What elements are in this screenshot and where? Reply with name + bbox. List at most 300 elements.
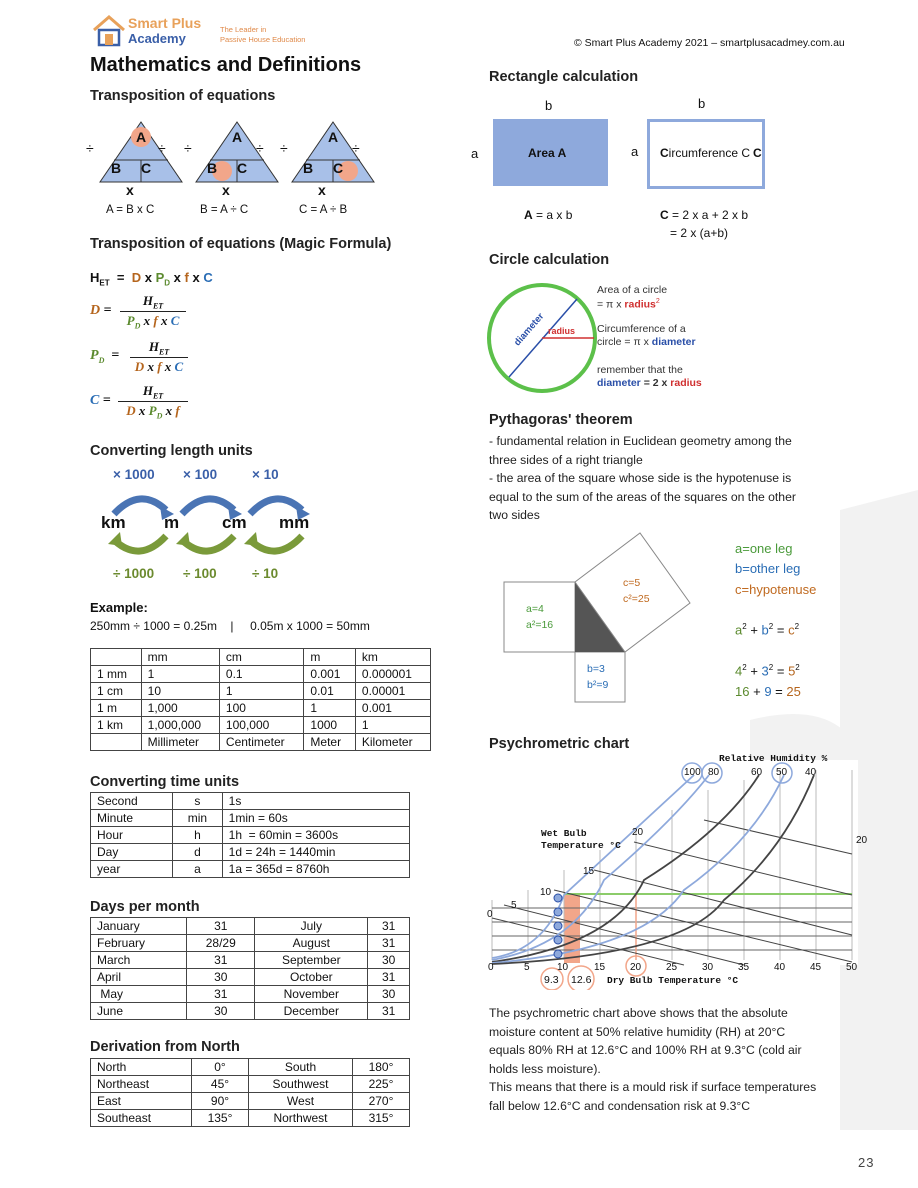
circumference-label xyxy=(660,146,762,160)
pyth-heading: Pythagoras' theorem xyxy=(489,412,633,428)
rem-diameter: diameter xyxy=(597,377,641,389)
tri1-caption: A = B x C xyxy=(106,204,155,216)
frac3-h: H xyxy=(142,383,153,398)
table-cell: 0.000001 xyxy=(355,666,430,683)
table-cell: 30 xyxy=(368,986,410,1003)
wb-0: 0 xyxy=(487,909,493,920)
circle-diagram xyxy=(484,280,602,398)
table-cell: 135° xyxy=(192,1110,249,1127)
table-cell: 1 xyxy=(219,683,303,700)
table-cell: m xyxy=(304,649,355,666)
frac2-et: ET xyxy=(158,347,170,357)
circ-formula-c: C xyxy=(660,208,669,222)
table-cell: 31 xyxy=(368,1003,410,1020)
pyth-line1: - fundamental relation in Euclidean geometry among the xyxy=(489,434,792,448)
table-cell: 1 xyxy=(141,666,219,683)
f-a: a xyxy=(735,622,743,638)
circle-remember-text xyxy=(597,364,702,390)
magic-heading: Transposition of equations (Magic Formula) xyxy=(90,236,392,252)
rect1-a: a xyxy=(471,146,479,161)
sym-p: P xyxy=(155,270,165,285)
table-cell: West xyxy=(248,1093,352,1110)
table-cell: s xyxy=(173,793,222,810)
triangle-group xyxy=(84,118,374,216)
table-cell: h xyxy=(173,827,222,844)
circ-text: ircumference C xyxy=(668,146,751,160)
table-cell: 225° xyxy=(353,1076,410,1093)
tri1-left: B xyxy=(111,160,122,176)
page-number: 23 xyxy=(858,1155,875,1170)
table-cell: 100 xyxy=(219,700,303,717)
n-plus: + xyxy=(750,663,758,679)
lhs-eq: = xyxy=(103,303,112,318)
unit-m: m xyxy=(164,513,180,532)
area-radius: radius xyxy=(624,298,656,311)
table-cell: 28/29 xyxy=(187,935,255,952)
table-row xyxy=(91,810,410,827)
frac3-f: f xyxy=(175,402,180,418)
logo xyxy=(92,14,322,48)
wb-5: 5 xyxy=(511,900,517,911)
frac-pd: D xyxy=(134,321,141,331)
tri1-right: C xyxy=(141,160,152,176)
x-5: 5 xyxy=(524,962,530,973)
rh-100: 100 xyxy=(684,767,701,778)
frac2-c: C xyxy=(174,358,184,374)
circle-heading: Circle calculation xyxy=(489,252,610,268)
table-row xyxy=(91,861,410,878)
circ-formula-eq: = 2 x a + 2 x b xyxy=(668,208,749,222)
lhs-c: C xyxy=(90,393,100,408)
n-16: 16 xyxy=(735,684,750,699)
rem-eq: = 2 x xyxy=(640,377,671,389)
area-formula xyxy=(524,208,572,222)
north-table xyxy=(90,1058,410,1127)
table-cell: Northwest xyxy=(248,1110,352,1127)
circ-line1: Circumference of a xyxy=(597,323,686,335)
mult-100: × 100 xyxy=(183,467,218,482)
unit-mm: mm xyxy=(279,513,310,532)
frac2-d: D xyxy=(134,358,145,374)
n-eq: = xyxy=(776,663,785,679)
table-cell: Day xyxy=(91,844,173,861)
table-cell: 1h = 60min = 3600s xyxy=(222,827,409,844)
logo-tagline-2: Passive House Education xyxy=(220,35,306,44)
frac3-x2: x xyxy=(165,402,173,418)
table-cell: 10 xyxy=(141,683,219,700)
table-cell: 1 mm xyxy=(91,666,142,683)
x-50: 50 xyxy=(846,962,858,973)
circ-c: C xyxy=(660,146,669,160)
pyth-sum xyxy=(735,684,801,699)
div-10: ÷ 10 xyxy=(252,566,279,581)
frac-x2: x xyxy=(160,312,168,328)
tri2-caption: B = A ÷ C xyxy=(200,204,249,216)
psych-line2: moisture content at 50% relative humidity (RH) at 20°C xyxy=(489,1024,786,1039)
f-c2: 2 xyxy=(794,622,800,631)
area-a: A xyxy=(524,208,533,222)
psych-line3: equals 80% RH at 12.6°C and 100% RH at 9.3°C (cold air xyxy=(489,1043,802,1057)
pyth-line3: - the area of the square whose side is the hypotenuse is xyxy=(489,471,792,485)
rem-line1: remember that the xyxy=(597,364,683,376)
circ-formula xyxy=(660,208,748,222)
table-cell: 1d = 24h = 1440min xyxy=(222,844,409,861)
sym-pd: D xyxy=(164,278,171,288)
tri2-div-left: ÷ xyxy=(184,140,192,156)
example-text: 250mm ÷ 1000 = 0.25m | 0.05m x 1000 = 50mm xyxy=(90,619,370,633)
table-row xyxy=(91,1003,410,1020)
n-52: 2 xyxy=(795,663,800,672)
table-cell: min xyxy=(173,810,222,827)
table-cell: 1min = 60s xyxy=(222,810,409,827)
table-cell: Minute xyxy=(91,810,173,827)
table-cell: Southwest xyxy=(248,1076,352,1093)
label-b9: b²=9 xyxy=(587,679,609,691)
table-cell: 1 xyxy=(355,717,430,734)
table-cell: 30 xyxy=(187,1003,255,1020)
f-b2: 2 xyxy=(768,622,774,631)
label-a16: a²=16 xyxy=(526,619,554,631)
x-35: 35 xyxy=(738,962,750,973)
sym-h: H xyxy=(90,270,100,285)
formula-c-lhs xyxy=(90,393,111,409)
area-sq: 2 xyxy=(655,298,660,305)
table-cell: February xyxy=(91,935,187,952)
table-cell: 45° xyxy=(192,1076,249,1093)
table-cell: July xyxy=(255,918,368,935)
wb-20: 20 xyxy=(632,827,644,838)
mult-1000: × 1000 xyxy=(113,467,155,482)
table-cell: 31 xyxy=(187,986,255,1003)
rect1-b: b xyxy=(545,98,553,113)
table-cell: 1 cm xyxy=(91,683,142,700)
tri2-top: A xyxy=(232,129,243,145)
db-label: Dry Bulb Temperature °C xyxy=(607,975,739,986)
psych-description xyxy=(489,1004,849,1115)
table-row xyxy=(91,918,410,935)
lhs-eq3: = xyxy=(102,393,111,408)
sym-x1: x xyxy=(144,270,152,285)
table-cell: 0.1 xyxy=(219,666,303,683)
table-row xyxy=(91,1110,410,1127)
lhs-p: P xyxy=(90,348,99,363)
table-cell: mm xyxy=(141,649,219,666)
table-row xyxy=(91,844,410,861)
length-table xyxy=(90,648,431,751)
tri2-right: C xyxy=(237,160,248,176)
table-cell: East xyxy=(91,1093,192,1110)
table-cell: cm xyxy=(219,649,303,666)
table-cell: 31 xyxy=(187,952,255,969)
frac-f: f xyxy=(153,312,158,328)
logo-name: Smart Plus xyxy=(128,15,202,31)
n-42: 2 xyxy=(742,663,747,672)
time-table xyxy=(90,792,410,878)
lhs-pd: D xyxy=(98,355,105,365)
area-eq: = a x b xyxy=(532,208,573,222)
table-row xyxy=(91,986,410,1003)
radius-label: radius xyxy=(548,326,576,336)
table-row xyxy=(91,969,410,986)
frac3-et: ET xyxy=(152,391,164,401)
table-cell: 180° xyxy=(353,1059,410,1076)
table-cell: Kilometer xyxy=(355,734,430,751)
tri1-div-left: ÷ xyxy=(86,140,94,156)
x-30: 30 xyxy=(702,962,714,973)
tri3-right: C xyxy=(333,160,344,176)
table-cell: 270° xyxy=(353,1093,410,1110)
pyth-formula xyxy=(735,622,799,637)
n-4: 4 xyxy=(735,663,743,679)
frac3-pd: D xyxy=(156,411,163,421)
diameter-label: diameter xyxy=(512,311,547,349)
table-cell: Northeast xyxy=(91,1076,192,1093)
rh-40: 40 xyxy=(805,767,817,778)
rect-heading: Rectangle calculation xyxy=(489,69,639,85)
sym-eq: = xyxy=(116,270,125,285)
wb-line2: Temperature °C xyxy=(541,840,621,851)
right-20: 20 xyxy=(856,835,868,846)
circle-area-text xyxy=(597,284,667,311)
label-c25: c²=25 xyxy=(623,593,650,605)
sym-d: D xyxy=(131,270,142,285)
table-cell: 100,000 xyxy=(219,717,303,734)
page-title: Mathematics and Definitions xyxy=(90,54,362,76)
circ-line2: circle = π x xyxy=(597,336,652,348)
frac3-p: P xyxy=(148,402,157,418)
formula-p-lhs xyxy=(90,348,119,365)
n-32: 2 xyxy=(768,663,774,672)
f-b: b xyxy=(761,622,769,638)
n-eq2: = xyxy=(775,684,783,699)
table-cell: 31 xyxy=(368,935,410,952)
def-a: a=one leg xyxy=(735,541,793,556)
table-cell: Centimeter xyxy=(219,734,303,751)
x-0: 0 xyxy=(488,962,494,973)
logo-subname: Academy xyxy=(128,31,186,46)
table-cell: North xyxy=(91,1059,192,1076)
area-line1: Area of a circle xyxy=(597,284,668,296)
table-cell xyxy=(91,734,142,751)
lhs-d: D xyxy=(90,303,101,318)
table-cell: 0.001 xyxy=(304,666,355,683)
table-cell: 315° xyxy=(353,1110,410,1127)
table-cell: 0.01 xyxy=(304,683,355,700)
wb-15: 15 xyxy=(583,866,595,877)
table-row xyxy=(91,649,431,666)
frac2-x: x xyxy=(147,358,154,374)
table-row xyxy=(91,935,410,952)
table-row xyxy=(91,666,431,683)
table-cell: Hour xyxy=(91,827,173,844)
frac-c: C xyxy=(170,312,180,328)
circ-formula-2: = 2 x (a+b) xyxy=(670,226,729,240)
frac-p: P xyxy=(126,312,135,328)
rem-radius: radius xyxy=(670,377,702,389)
area-line2: = π x xyxy=(597,298,625,311)
n-9: 9 xyxy=(764,684,772,699)
table-cell: 1a = 365d = 8760h xyxy=(222,861,409,878)
frac2-h: H xyxy=(148,339,159,354)
magic-main-formula xyxy=(90,270,213,288)
sym-c: C xyxy=(203,270,213,285)
days-heading: Days per month xyxy=(90,899,200,915)
frac-et: ET xyxy=(152,301,164,311)
table-cell: June xyxy=(91,1003,187,1020)
table-cell: January xyxy=(91,918,187,935)
table-cell: 1 m xyxy=(91,700,142,717)
table-cell: September xyxy=(255,952,368,969)
table-cell: 1,000,000 xyxy=(141,717,219,734)
tri3-top: A xyxy=(328,129,339,145)
sym-f: f xyxy=(184,270,189,285)
rh-50: 50 xyxy=(776,767,788,778)
copyright: © Smart Plus Academy 2021 – smartplusacadmey.com.au xyxy=(574,37,845,49)
table-cell: Meter xyxy=(304,734,355,751)
tri2-mul: x xyxy=(222,182,230,198)
table-cell: 1,000 xyxy=(141,700,219,717)
table-cell: 0.001 xyxy=(355,700,430,717)
table-cell: May xyxy=(91,986,187,1003)
frac2-f: f xyxy=(157,358,162,374)
table-cell: 1s xyxy=(222,793,409,810)
table-row xyxy=(91,827,410,844)
table-row xyxy=(91,1059,410,1076)
pyth-line4: equal to the sum of the areas of the squares on the other xyxy=(489,489,796,504)
table-cell: South xyxy=(248,1059,352,1076)
f-plus: + xyxy=(750,622,758,638)
table-cell: 0° xyxy=(192,1059,249,1076)
formula-p-fraction xyxy=(130,339,188,375)
tri3-div-left: ÷ xyxy=(280,140,288,156)
circle-circ-text xyxy=(597,323,696,349)
def-b: b=other leg xyxy=(735,561,801,576)
table-cell: December xyxy=(255,1003,368,1020)
pyth-line2: three sides of a right triangle xyxy=(489,452,643,467)
table-cell: d xyxy=(173,844,222,861)
wb-line1: Wet Bulb xyxy=(541,828,587,839)
rh-label: Relative Humidity % xyxy=(719,753,828,764)
psych-line6: fall below 12.6°C and condensation risk at 9.3°C xyxy=(489,1098,751,1113)
house-logo-icon xyxy=(92,14,126,48)
length-heading: Converting length units xyxy=(90,443,253,459)
tri3-div-right: ÷ xyxy=(352,140,360,156)
psych-line1: The psychrometric chart above shows that the absolute xyxy=(489,1006,788,1020)
formula-c-fraction xyxy=(118,383,188,420)
table-cell: Millimeter xyxy=(141,734,219,751)
table-cell: April xyxy=(91,969,187,986)
tri3-caption: C = A ÷ B xyxy=(299,204,348,216)
table-row xyxy=(91,952,410,969)
frac2-x2: x xyxy=(164,358,172,374)
table-cell: 1 xyxy=(304,700,355,717)
tri2-div-right: ÷ xyxy=(256,140,264,156)
x-15: 15 xyxy=(594,962,606,973)
table-cell: August xyxy=(255,935,368,952)
label-c5: c=5 xyxy=(623,577,641,589)
table-cell: 31 xyxy=(187,918,255,935)
transposition-heading: Transposition of equations xyxy=(90,88,276,104)
label-b3: b=3 xyxy=(587,663,605,675)
table-cell: 31 xyxy=(368,969,410,986)
f-eq: = xyxy=(776,622,785,638)
rect2-b: b xyxy=(698,96,706,111)
sym-x3: x xyxy=(192,270,200,285)
table-cell: 30 xyxy=(187,969,255,986)
table-cell: October xyxy=(255,969,368,986)
n-3: 3 xyxy=(761,663,769,679)
formula-d-lhs xyxy=(90,303,112,319)
table-row xyxy=(91,734,431,751)
unit-km: km xyxy=(101,513,126,532)
table-cell: year xyxy=(91,861,173,878)
psych-line4: holds less moisture). xyxy=(489,1061,601,1076)
circ-diameter: diameter xyxy=(651,336,696,348)
table-cell: 1000 xyxy=(304,717,355,734)
table-cell: Second xyxy=(91,793,173,810)
sym-x2: x xyxy=(173,270,181,285)
logo-tagline-1: The Leader in xyxy=(220,25,267,34)
table-row xyxy=(91,700,431,717)
label-a4: a=4 xyxy=(526,603,544,615)
frac-h: H xyxy=(142,293,153,308)
psychrometric-chart xyxy=(484,750,864,990)
table-row xyxy=(91,717,431,734)
n-25: 25 xyxy=(786,684,801,699)
days-table xyxy=(90,917,410,1020)
table-cell: 0.00001 xyxy=(355,683,430,700)
formula-d-fraction xyxy=(120,293,186,330)
table-cell: Southeast xyxy=(91,1110,192,1127)
pyth-description xyxy=(489,432,849,525)
x-20: 20 xyxy=(630,962,642,973)
div-1000: ÷ 1000 xyxy=(113,566,155,581)
frac3-x: x xyxy=(138,402,146,418)
table-cell: March xyxy=(91,952,187,969)
pyth-numeric xyxy=(735,663,800,678)
tri1-top: A xyxy=(136,129,147,145)
example-label: Example: xyxy=(90,600,148,615)
sym-et: ET xyxy=(99,278,110,288)
table-row xyxy=(91,683,431,700)
table-cell: 1 km xyxy=(91,717,142,734)
circ-c2: C xyxy=(753,146,762,160)
f-c: c xyxy=(788,622,795,638)
x-45: 45 xyxy=(810,962,822,973)
north-heading: Derivation from North xyxy=(90,1039,240,1055)
psych-heading: Psychrometric chart xyxy=(489,736,630,752)
psych-line5: This means that there is a mould risk if surface temperatures xyxy=(489,1080,817,1094)
div-100: ÷ 100 xyxy=(183,566,217,581)
table-cell xyxy=(91,649,142,666)
rect2-a: a xyxy=(631,144,639,159)
area-label: Area A xyxy=(528,146,567,160)
f-a2: 2 xyxy=(742,622,747,631)
table-row xyxy=(91,793,410,810)
def-c: c=hypotenuse xyxy=(735,582,817,597)
x-25: 25 xyxy=(666,962,678,973)
table-cell: 30 xyxy=(368,952,410,969)
wb-10: 10 xyxy=(540,887,552,898)
pyth-line5: two sides xyxy=(489,508,540,522)
tri3-mul: x xyxy=(318,182,326,198)
table-cell: km xyxy=(355,649,430,666)
tri1-div-right: ÷ xyxy=(158,140,166,156)
frac3-d: D xyxy=(126,402,136,418)
x-axis-ticks xyxy=(488,962,860,974)
x-10: 10 xyxy=(557,962,569,973)
rh-80: 80 xyxy=(708,767,720,778)
